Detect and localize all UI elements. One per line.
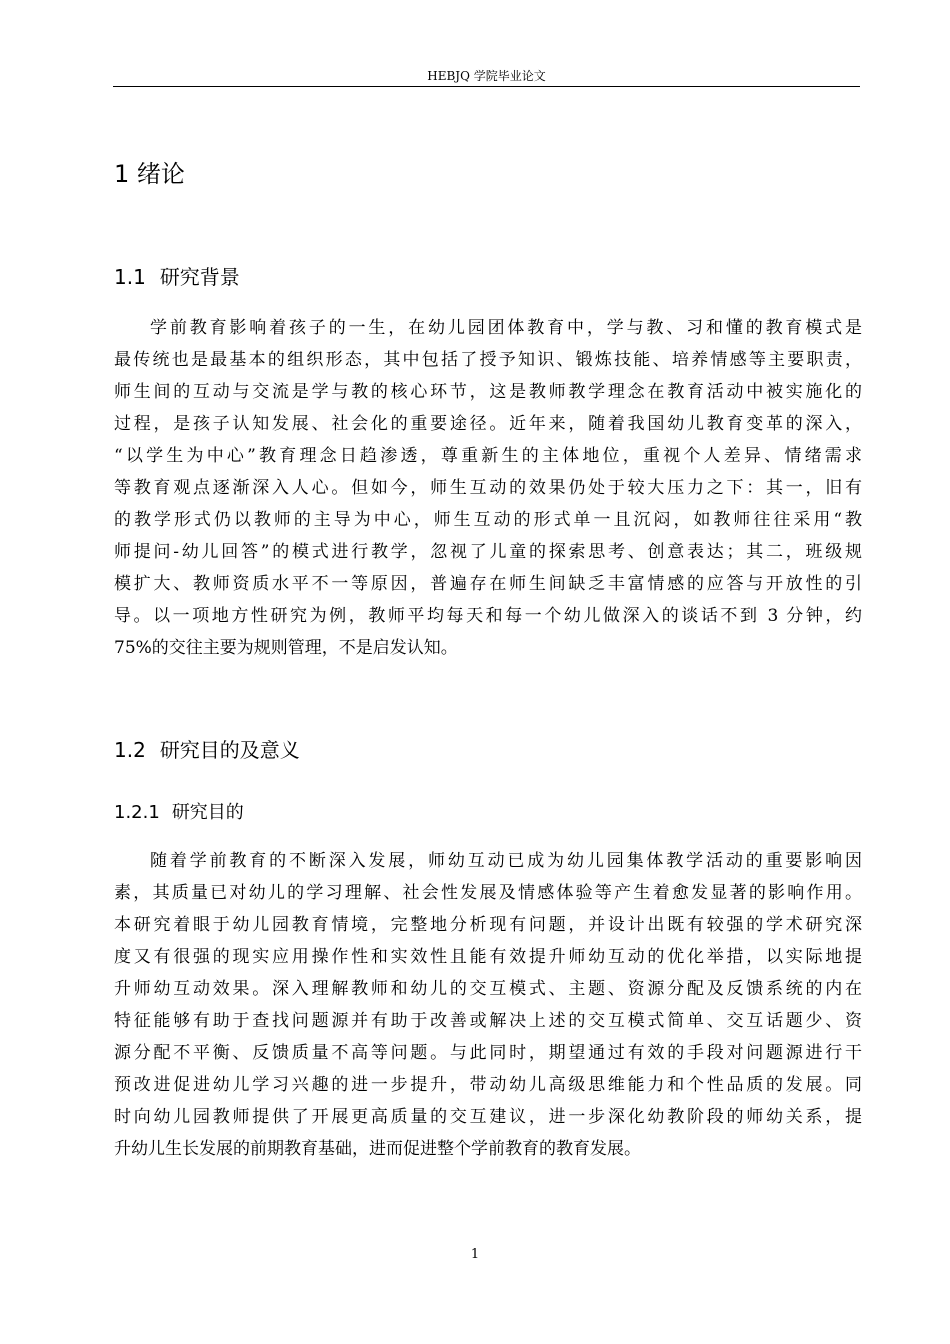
paragraph-line: 度又有很强的现实应用操作性和实效性且能有效提升师幼互动的优化举措，以实际地提 bbox=[114, 947, 862, 967]
paragraph-line: 升幼儿生长发展的前期教育基础，进而促进整个学前教育的教育发展。 bbox=[114, 1139, 641, 1159]
section-heading-text: 研究背景 bbox=[159, 265, 240, 289]
paragraph-line: 预改进促进幼儿学习兴趣的进一步提升，带动幼儿高级思维能力和个性品质的发展。同 bbox=[114, 1075, 862, 1095]
page-number: 1 bbox=[470, 1247, 480, 1262]
paragraph-line: “以学生为中心”教育理念日趋渗透，尊重新生的主体地位，重视个人差异、情绪需求 bbox=[114, 446, 862, 466]
subsection-heading-text: 研究目的 bbox=[171, 802, 244, 823]
chapter-title: 1 绪论 bbox=[114, 160, 185, 188]
paragraph-line: 模扩大、教师资质水平不一等原因，普遍存在师生间缺乏丰富情感的应答与开放性的引 bbox=[114, 574, 862, 594]
paragraph-line: 源分配不平衡、反馈质量不高等问题。与此同时，期望通过有效的手段对问题源进行干 bbox=[114, 1043, 862, 1063]
paragraph-line: 特征能够有助于查找问题源并有助于改善或解决上述的交互模式简单、交互话题少、资 bbox=[114, 1011, 862, 1031]
section-number: 1.1 bbox=[114, 265, 146, 289]
subsection-number: 1.2.1 bbox=[114, 802, 160, 823]
background-paragraph bbox=[114, 312, 862, 664]
section-title-1-1 bbox=[114, 262, 240, 292]
paragraph-line: 师生间的互动与交流是学与教的核心环节，这是教师教学理念在教育活动中被实施化的 bbox=[114, 382, 862, 402]
paragraph-line: 等教育观点逐渐深入人心。但如今，师生互动的效果仍处于较大压力之下：其一，旧有 bbox=[114, 478, 862, 498]
section-title-1-2 bbox=[114, 735, 300, 765]
paragraph-line: 学前教育影响着孩子的一生，在幼儿园团体教育中，学与教、习和懂的教育模式是 bbox=[150, 318, 862, 338]
paragraph-line: 时向幼儿园教师提供了开展更高质量的交互建议，进一步深化幼教阶段的师幼关系，提 bbox=[114, 1107, 862, 1127]
paragraph-line: 升师幼互动效果。深入理解教师和幼儿的交互模式、主题、资源分配及反馈系统的内在 bbox=[114, 979, 862, 999]
paragraph-line: 随着学前教育的不断深入发展，师幼互动已成为幼儿园集体教学活动的重要影响因 bbox=[150, 851, 862, 871]
purpose-paragraph bbox=[114, 845, 862, 1165]
paragraph-line: 师提问-幼儿回答”的模式进行教学，忽视了儿童的探索思考、创意表达；其二，班级规 bbox=[114, 542, 862, 562]
paragraph-line: 导。以一项地方性研究为例，教师平均每天和每一个幼儿做深入的谈话不到 3 分钟，约 bbox=[114, 606, 862, 626]
paragraph-line: 素，其质量已对幼儿的学习理解、社会性发展及情感体验等产生着愈发显著的影响作用。 bbox=[114, 883, 862, 903]
header-rule bbox=[113, 86, 860, 87]
paragraph-line: 本研究着眼于幼儿园教育情境，完整地分析现有问题，并设计出既有较强的学术研究深 bbox=[114, 915, 862, 935]
paragraph-line: 过程，是孩子认知发展、社会化的重要途径。近年来，随着我国幼儿教育变革的深入， bbox=[114, 414, 862, 434]
section-heading-text: 研究目的及意义 bbox=[159, 738, 300, 762]
paragraph-line: 75%的交往主要为规则管理，不是启发认知。 bbox=[114, 638, 458, 658]
page-header: HEBJQ 学院毕业论文 bbox=[427, 69, 546, 83]
subsection-title-1-2-1 bbox=[114, 799, 244, 827]
paragraph-line: 最传统也是最基本的组织形态，其中包括了授予知识、锻炼技能、培养情感等主要职责， bbox=[114, 350, 862, 370]
section-number: 1.2 bbox=[114, 738, 146, 762]
paragraph-line: 的教学形式仍以教师的主导为中心，师生互动的形式单一且沉闷，如教师往往采用“教 bbox=[114, 510, 862, 530]
